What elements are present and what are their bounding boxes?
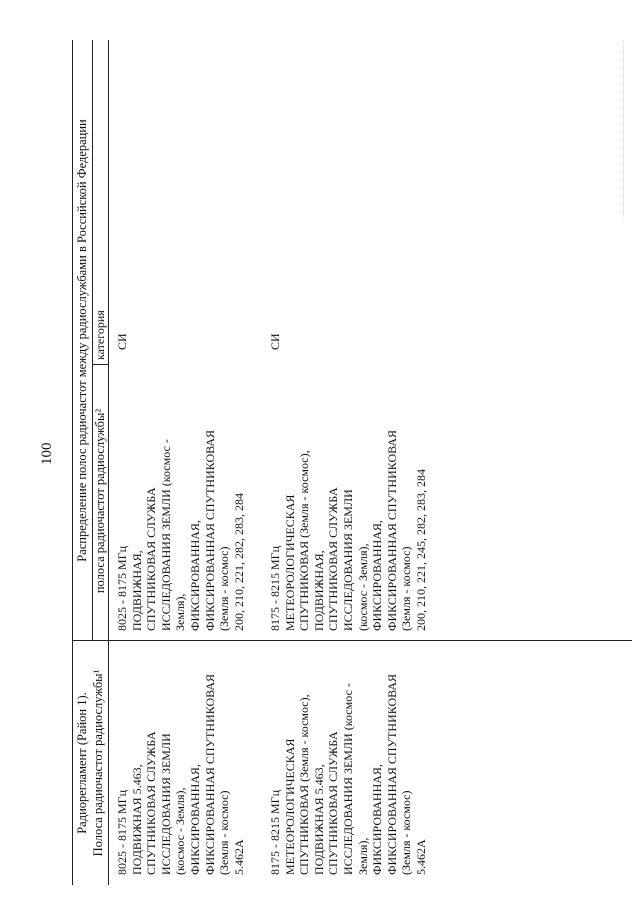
- table-top-border: [72, 40, 73, 885]
- left-header-subtitle: Полоса радиочастот радиослужбы¹: [91, 669, 105, 857]
- right-subheader-band: полоса радиочастот радиослужбы²: [93, 408, 107, 594]
- page-number: 100: [39, 442, 55, 465]
- row2-category: СИ: [268, 333, 282, 350]
- row1-left-cell: 8025 - 8175 МГц ПОДВИЖНАЯ 5.463, СПУТНИКОВАЯ СЛУЖБА ИССЛЕДОВАНИЯ ЗЕМЛИ (космос - Земля), ФИКСИРОВАННАЯ, ФИКСИРОВАННАЯ СПУТНИКОВАЯ (Земля - космос) 5.462А: [115, 673, 246, 875]
- column-divider-main: [72, 640, 632, 641]
- row2-left-cell: 8175 - 8215 МГц МЕТЕОРОЛОГИЧЕСКАЯ СПУТНИКОВАЯ (Земля - космос), ПОДВИЖНАЯ 5.463, СПУТНИКОВАЯ СЛУЖБА ИССЛЕДОВАНИЯ ЗЕМЛИ (космос - Земля), ФИКСИРОВАННАЯ, ФИКСИРОВАННАЯ СПУТНИКОВАЯ (Земля - космос) 5.462А: [268, 673, 428, 875]
- right-subheader-category: категория: [93, 310, 107, 360]
- column-divider-category: [92, 364, 108, 365]
- rotated-frequency-table: [72, 40, 632, 885]
- left-header-title: Радиорегламент (Район 1).: [75, 692, 89, 834]
- row2-band-cell: 8175 - 8215 МГц МЕТЕОРОЛОГИЧЕСКАЯ СПУТНИКОВАЯ (Земля - космос), ПОДВИЖНАЯ, СПУТНИКОВАЯ СЛУЖБА ИССЛЕДОВАНИЯ ЗЕМЛИ (космос - Земля), ФИКСИРОВАННАЯ, ФИКСИРОВАННАЯ СПУТНИКОВАЯ (Земля - космос) 200, 210, 221, 245, 282, 283, 284: [268, 429, 428, 631]
- table-frame: [72, 40, 632, 885]
- row1-band-cell: 8025 - 8175 МГц ПОДВИЖНАЯ, СПУТНИКОВАЯ СЛУЖБА ИССЛЕДОВАНИЯ ЗЕМЛИ (космос - Земля), ФИКСИРОВАННАЯ, ФИКСИРОВАННАЯ СПУТНИКОВАЯ (Земля - космос) 200, 210, 221, 282, 283, 284: [115, 429, 246, 631]
- row1-category: СИ: [115, 333, 129, 350]
- header-bottom-border: [108, 40, 109, 885]
- right-header-title: Распределение полос радиочастот между радиослужбами в Российской Федерации: [75, 119, 89, 562]
